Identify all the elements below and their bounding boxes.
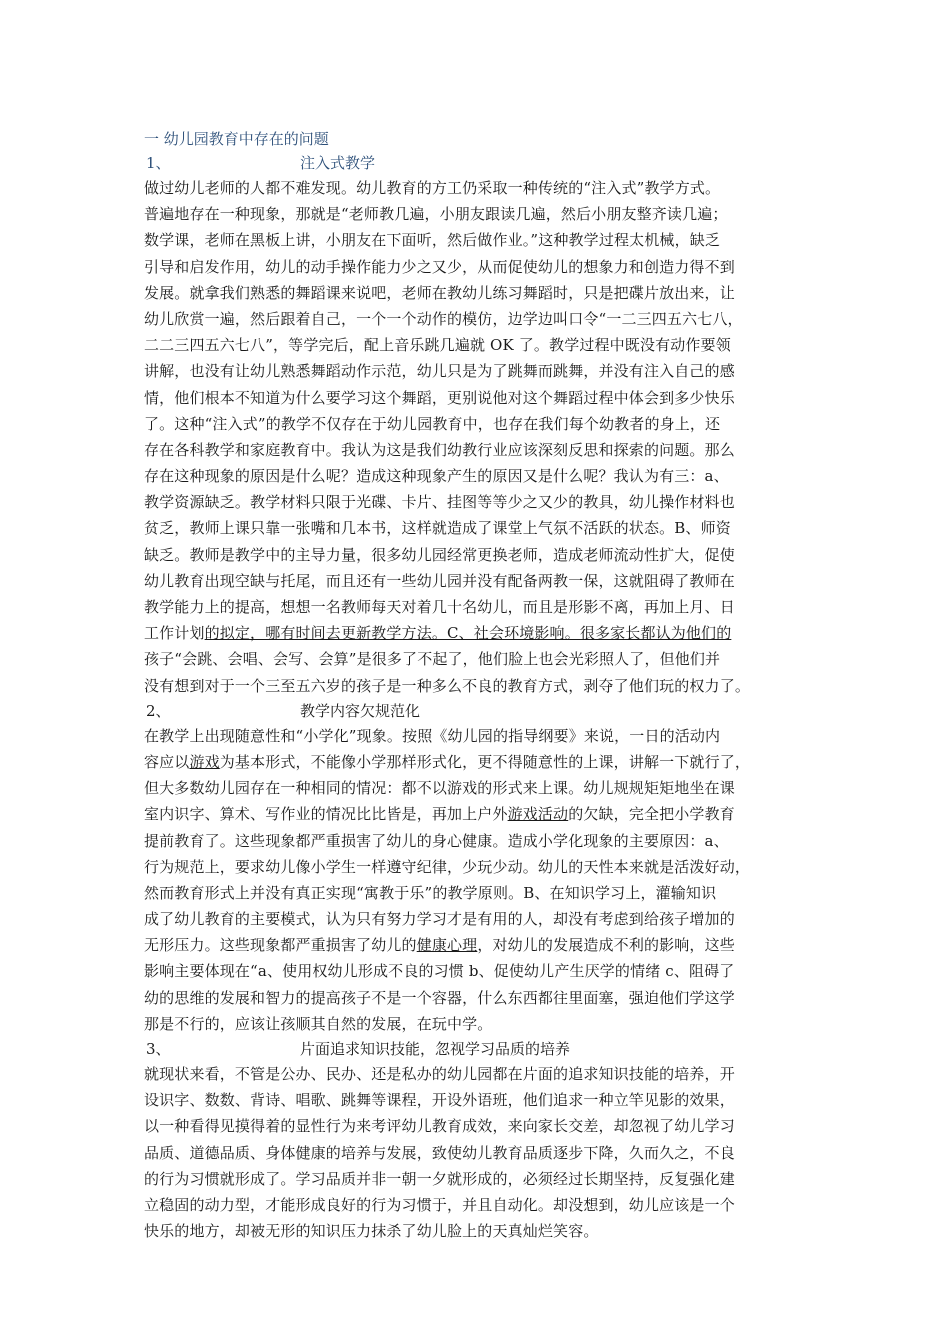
text-line: 缺乏。教师是教学中的主导力量，很多幼儿园经常更换老师，造成老师流动性扩大，促使 (144, 545, 735, 564)
section-title-text: 片面追求知识技能，忽视学习品质的培养 (300, 1040, 571, 1058)
text-line: 了。这种“注入式”的教学不仅存在于幼儿园教育中，也存在我们每个幼教者的身上，还 (144, 414, 721, 433)
text-line: 二二三四五六七八”，等学完后，配上音乐跳几遍就 OK 了。教学过程中既没有动作要领 (144, 336, 731, 355)
section-2-paragraph (144, 723, 814, 1037)
inline-link[interactable]: 游戏活动 (507, 805, 569, 824)
text-line: 在教学上出现随意性和“小学化”现象。按照《幼儿园的指导纲要》来说，一日的活动内 (144, 726, 721, 745)
text-line: 然而教育形式上并没有真正实现“寓教于乐”的教学原则。B、在知识学习上，灌输知识 (144, 883, 717, 902)
text-line: 立稳固的动力型，才能形成良好的行为习惯于，并且自动化。却没想到，幼儿应该是一个 (144, 1195, 735, 1214)
section-1-paragraph (144, 175, 814, 699)
text-line: 但大多数幼儿园存在一种相同的情况：都不以游戏的形式来上课。幼儿规规矩矩地坐在课 (144, 779, 735, 798)
section-3-paragraph (144, 1061, 814, 1244)
text-line: 快乐的地方，却被无形的知识压力抹杀了幼儿脸上的天真灿烂笑容。 (144, 1222, 599, 1241)
section-title-text: 注入式教学 (300, 154, 376, 172)
text-segment: 的欠缺，完全把小学教育 (568, 805, 735, 824)
text-line: 讲解，也没有让幼儿熟悉舞蹈动作示范，幼儿只是为了跳舞而跳舞，并没有注入自己的感 (144, 362, 735, 381)
text-line: 存在各科教学和家庭教育中。我认为这是我们幼教行业应该深刻反思和探索的问题。那么 (144, 440, 735, 459)
text-line: 的行为习惯就形成了。学习品质并非一朝一夕就形成的，必须经过长期坚持，反复强化建 (144, 1169, 735, 1188)
text-line: 普遍地存在一种现象，那就是“老师教几遍，小朋友跟读几遍，然后小朋友整齐读几遍； (144, 205, 728, 224)
section-number: 1、 (146, 154, 171, 172)
text-line: 幼儿教育出现空缺与托尾，而且还有一些幼儿园并没有配备两教一保，这就阻碍了教师在 (144, 571, 735, 590)
text-segment: 无形压力。这些现象都严重损害了幼儿的 (144, 936, 417, 955)
section-number: 3、 (146, 1040, 171, 1058)
document-body (144, 127, 814, 1244)
text-segment: 为基本形式，不能像小学那样形式化，更不得随意性的上课，讲解一下就行了， (219, 752, 751, 771)
text-line: 教学能力上的提高，想想一名教师每天对着几十名幼儿，而且是形影不离，再加上月、日 (144, 598, 735, 616)
text-line: 数学课，老师在黑板上讲，小朋友在下面听，然后做作业。”这种教学过程太机械，缺乏 (144, 231, 721, 250)
text-line (144, 749, 814, 775)
inline-link[interactable]: 游戏 (189, 752, 220, 771)
text-line: 提前教育了。这些现象都严重损害了幼儿的身心健康。造成小学化现象的主要原因：a、 (144, 831, 729, 850)
text-line: 那是不行的，应该让孩顺其自然的发展，在玩中学。 (144, 1014, 493, 1033)
text-line: 行为规范上，要求幼儿像小学生一样遵守纪律，少玩少动。幼儿的天性本来就是活泼好动， (144, 857, 751, 876)
section-2-title (144, 699, 814, 723)
text-line: 情，他们根本不知道为什么要学习这个舞蹈，更别说他对这个舞蹈过程中体会到多少快乐 (144, 388, 735, 407)
section-number: 2、 (146, 701, 171, 720)
text-segment: 工作计划 (144, 624, 205, 643)
text-line: 存在这种现象的原因是什么呢？造成这种现象产生的原因又是什么呢？我认为有三：a、 (144, 467, 729, 486)
text-segment: 室内识字、算术、写作业的情况比比皆是，再加上户外 (144, 805, 508, 824)
section-1-title (144, 151, 814, 175)
text-line: 成了幼儿教育的主要模式，认为只有努力学习才是有用的人，却没有考虑到给孩子增加的 (144, 910, 735, 929)
text-line: 幼儿欣赏一遍，然后跟着自己，一个一个动作的模仿，边学边叫口令“一二三四五六七八， (144, 309, 743, 328)
text-line (144, 620, 814, 646)
text-line: 发展。就拿我们熟悉的舞蹈课来说吧，老师在教幼儿练习舞蹈时，只是把碟片放出来，让 (144, 283, 735, 302)
text-line: 品质、道德品质、身体健康的培养与发展，致使幼儿教育品质逐步下降，久而久之，不良 (144, 1143, 735, 1162)
text-line: 设识字、数数、背诗、唱歌、跳舞等课程，开设外语班，他们追求一种立竿见影的效果， (144, 1091, 735, 1110)
text-line: 以一种看得见摸得着的显性行为来考评幼儿教育成效，来向家长交差，却忽视了幼儿学习 (144, 1117, 735, 1136)
text-line: 就现状来看，不管是公办、民办、还是私办的幼儿园都在片面的追求知识技能的培养，开 (144, 1065, 735, 1083)
inline-link[interactable]: 的拟定，哪有时间去更新教学方法。C、社会环境影响。很多家长都认为他们的 (204, 624, 732, 643)
text-line: 影响主要体现在“a、使用权幼儿形成不良的习惯 b、促使幼儿产生厌学的情绪 c、阻碍了 (144, 962, 735, 981)
section-3-title (144, 1037, 814, 1061)
text-line: 引导和启发作用，幼儿的动手操作能力少之又少，从而促使幼儿的想象力和创造力得不到 (144, 257, 735, 276)
text-segment: 容应以 (144, 752, 190, 771)
inline-link[interactable]: 健康心理 (416, 936, 478, 955)
text-line: 教学资源缺乏。教学材料只限于光碟、卡片、挂图等等少之又少的教具，幼儿操作材料也 (144, 493, 735, 512)
text-line (144, 932, 814, 958)
text-segment: ，对幼儿的发展造成不利的影响，这些 (477, 936, 735, 955)
text-line: 没有想到对于一个三至五六岁的孩子是一种多么不良的教育方式，剥夺了他们玩的权力了。 (144, 676, 751, 695)
section-title-text: 教学内容欠规范化 (300, 701, 421, 720)
text-line: 孩子“会跳、会唱、会写、会算”是很多了不起了，他们脸上也会光彩照人了，但他们并 (144, 650, 721, 669)
text-line: 贫乏，教师上课只靠一张嘴和几本书，这样就造成了课堂上气氛不活跃的状态。B、师资 (144, 519, 731, 538)
document-heading: 一 幼儿园教育中存在的问题 (144, 130, 329, 148)
text-line: 做过幼儿老师的人都不难发现。幼儿教育的方工仍采取一种传统的“注入式”教学方式。 (144, 179, 721, 197)
text-line (144, 801, 814, 827)
text-line: 幼的思维的发展和智力的提高孩子不是一个容器，什么东西都往里面塞，强迫他们学这学 (144, 988, 735, 1007)
